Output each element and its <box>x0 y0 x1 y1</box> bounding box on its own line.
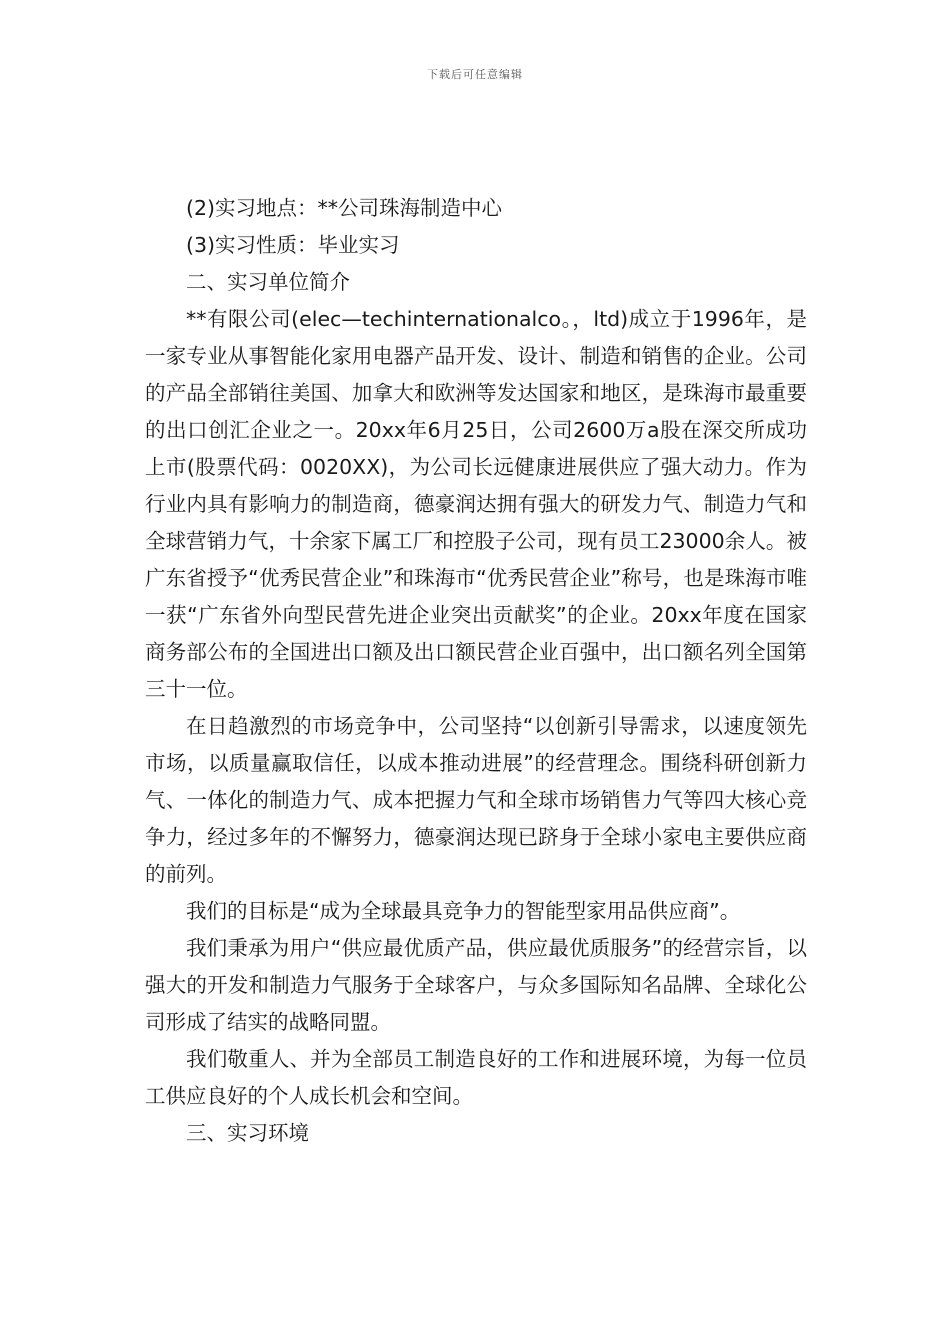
page-header: 下载后可任意编辑 <box>427 68 523 81</box>
paragraph-service-tenet: 我们秉承为用户“供应最优质产品，供应最优质服务”的经营宗旨，以强大的开发和制造力气服务于全球客户，与众多国际知名品牌、全球化公司形成了结实的战略同盟。 <box>145 936 807 1034</box>
paragraph-internship-location: (2)实习地点：**公司珠海制造中心 <box>186 196 503 220</box>
paragraph-company-goal: 我们的目标是“成为全球最具竞争力的智能型家用品供应商”。 <box>186 899 741 923</box>
paragraph-business-philosophy: 在日趋激烈的市场竞争中，公司坚持“以创新引导需求，以速度领先市场，以质量赢取信任，以成本推动进展”的经营理念。围绕科研创新力气、一体化的制造力气、成本把握力气和全球市场销售力气等四大核心竞争力，经过多年的不懈努力，德豪润达现已跻身于全球小家电主要供应商的前列。 <box>145 714 807 886</box>
section-heading-company-intro: 二、实习单位简介 <box>186 270 350 294</box>
section-heading-internship-environment: 三、实习环境 <box>186 1121 309 1145</box>
paragraph-employee-care: 我们敬重人、并为全部员工制造良好的工作和进展环境，为每一位员工供应良好的个人成长机会和空间。 <box>145 1047 807 1108</box>
paragraph-company-overview: **有限公司(elec—techinternationalco。，ltd)成立于1996年，是一家专业从事智能化家用电器产品开发、设计、制造和销售的企业。公司的产品全部销往美国、加拿大和欧洲等发达国家和地区，是珠海市最重要的出口创汇企业之一。20xx年6月25日，公司2600万a股在深交所成功上市(股票代码：0020XX)，为公司长远健康进展供应了强大动力。作为行业内具有影响力的制造商，德豪润达拥有强大的研发力气、制造力气和全球营销力气，十余家下属工厂和控股子公司，现有员工23000余人。被广东省授予“优秀民营企业”和珠海市“优秀民营企业”称号，也是珠海市唯一获“广东省外向型民营先进企业突出贡献奖”的企业。20xx年度在国家商务部公布的全国进出口额及出口额民营企业百强中，出口额名列全国第三十一位。 <box>145 307 807 701</box>
document-body <box>145 190 807 1152</box>
paragraph-internship-nature: (3)实习性质：毕业实习 <box>186 233 400 257</box>
